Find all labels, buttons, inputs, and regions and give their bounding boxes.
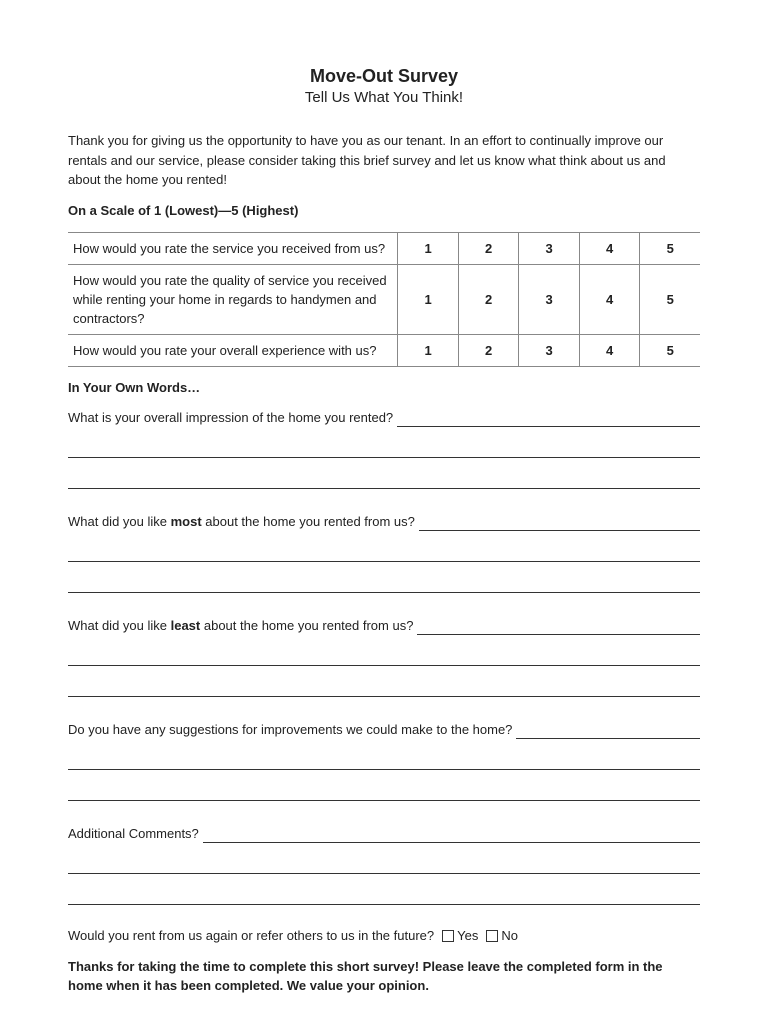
- rating-question: How would you rate your overall experience with us?: [73, 342, 377, 358]
- impression-question-block: [68, 409, 700, 489]
- rating-question: How would you rate the service you received from us?: [73, 240, 386, 256]
- yes-checkbox[interactable]: [442, 930, 454, 942]
- answer-line[interactable]: [68, 666, 700, 697]
- rent-again-question: Would you rent from us again or refer others to us in the future?: [68, 927, 435, 943]
- table-row: [68, 232, 700, 264]
- no-label: No: [501, 927, 518, 943]
- rating-option-1[interactable]: 1: [398, 334, 459, 366]
- yes-label: Yes: [457, 927, 479, 943]
- rating-option-4[interactable]: 4: [579, 264, 640, 334]
- answer-line[interactable]: [68, 874, 700, 905]
- intro-paragraph: Thank you for giving us the opportunity to have you as our tenant. In an effort to continually improve our rentals and our service, please consider taking this brief survey and let us know what think about us and about the home you rented!: [68, 133, 666, 187]
- page-title: Move-Out Survey: [309, 66, 459, 86]
- most-question-label: What did you like most about the home you rented from us?: [68, 513, 415, 529]
- rating-option-2[interactable]: 2: [458, 334, 519, 366]
- answer-line[interactable]: [68, 739, 700, 770]
- answer-line[interactable]: [68, 531, 700, 562]
- answer-line[interactable]: [68, 562, 700, 593]
- ratings-table: [68, 232, 700, 367]
- impression-question-label: What is your overall impression of the home you rented?: [68, 409, 394, 425]
- least-question-label: What did you like least about the home you rented from us?: [68, 617, 414, 633]
- rating-option-5[interactable]: 5: [640, 232, 700, 264]
- thanks-message: Thanks for taking the time to complete this short survey! Please leave the completed form in the home when it has been completed. We value your opinion.: [68, 958, 663, 993]
- answer-line[interactable]: [68, 843, 700, 874]
- rent-again-row: [68, 927, 700, 945]
- scale-heading: On a Scale of 1 (Lowest)—5 (Highest): [68, 202, 299, 218]
- rating-option-3[interactable]: 3: [519, 264, 580, 334]
- answer-line[interactable]: [68, 427, 700, 458]
- rating-option-1[interactable]: 1: [398, 232, 459, 264]
- table-row: [68, 334, 700, 366]
- additional-comments-block: [68, 825, 700, 905]
- rating-option-5[interactable]: 5: [640, 264, 700, 334]
- rating-option-5[interactable]: 5: [640, 334, 700, 366]
- impression-answer-line[interactable]: [397, 414, 700, 427]
- suggestions-answer-line[interactable]: [516, 726, 700, 739]
- least-question-block: [68, 617, 700, 697]
- answer-line[interactable]: [68, 458, 700, 489]
- answer-line[interactable]: [68, 635, 700, 666]
- least-answer-line[interactable]: [417, 622, 700, 635]
- suggestions-question-label: Do you have any suggestions for improvements we could make to the home?: [68, 721, 513, 737]
- no-checkbox[interactable]: [486, 930, 498, 942]
- survey-page: [68, 64, 700, 1009]
- additional-comments-label: Additional Comments?: [68, 825, 199, 841]
- most-question-block: [68, 513, 700, 593]
- rating-option-3[interactable]: 3: [519, 232, 580, 264]
- rating-option-2[interactable]: 2: [458, 232, 519, 264]
- rating-option-4[interactable]: 4: [579, 334, 640, 366]
- answer-line[interactable]: [68, 770, 700, 801]
- own-words-heading: In Your Own Words…: [68, 379, 201, 395]
- table-row: [68, 264, 700, 334]
- additional-comments-line[interactable]: [203, 830, 700, 843]
- rating-option-4[interactable]: 4: [579, 232, 640, 264]
- page-subtitle: Tell Us What You Think!: [304, 89, 464, 106]
- most-answer-line[interactable]: [419, 518, 700, 531]
- rating-question: How would you rate the quality of service you received while renting your home in regards to handymen and contractors?: [73, 272, 387, 326]
- rating-option-1[interactable]: 1: [398, 264, 459, 334]
- rating-option-3[interactable]: 3: [519, 334, 580, 366]
- suggestions-question-block: [68, 721, 700, 801]
- rating-option-2[interactable]: 2: [458, 264, 519, 334]
